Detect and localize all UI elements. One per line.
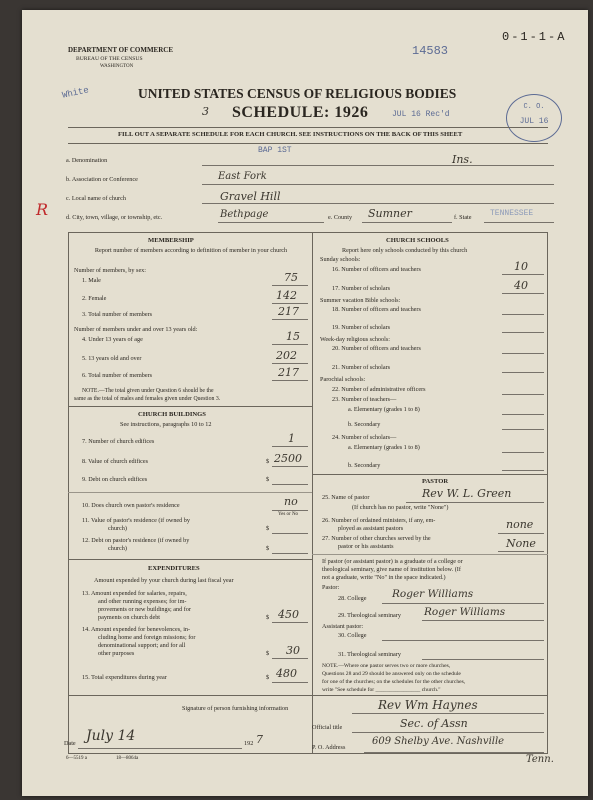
q23-label: 23. Number of teachers— (332, 396, 397, 403)
serial-stamp: 14583 (412, 44, 449, 58)
date-value: July 14 (86, 728, 136, 744)
q22-label: 22. Number of administrative officers (332, 386, 426, 393)
official-title-label: Official title (312, 724, 343, 731)
q14-label: 14. Amount expended for benevolences, in- (82, 626, 191, 633)
q8-label: 8. Value of church edifices (82, 458, 149, 465)
q17-label: 17. Number of scholars (332, 285, 391, 292)
q16-label: 16. Number of officers and teachers (332, 266, 421, 273)
q19-label: 19. Number of scholars (332, 324, 391, 331)
buildings-intro: See instructions, paragraphs 10 to 12 (120, 421, 212, 428)
pastor-note-1: NOTE.—Where one pastor serves two or more churches, (322, 663, 451, 669)
q2-label: 2. Female (82, 295, 107, 302)
year-value: 7 (256, 733, 263, 746)
date-label: Date (64, 740, 76, 747)
q30-label: 30. College (338, 632, 367, 639)
q14-value: 30 (286, 644, 300, 657)
denomination-value: Ins. (452, 153, 473, 166)
q18-label: 18. Number of officers and teachers (332, 306, 421, 313)
grad-note-1: If pastor (or assistant pastor) is a graduate of a college or (322, 558, 463, 565)
form-code: 6—5519 a (66, 756, 87, 761)
q15-label: 15. Total expenditures during year (82, 674, 167, 681)
q26-value: none (506, 518, 534, 531)
q17-value: 40 (514, 279, 528, 292)
year-printed: 192 (244, 740, 254, 747)
q10-value: no (284, 495, 298, 508)
q26-label: 26. Number of ordained ministers, if any, em- (322, 517, 436, 524)
state-label: f. State (454, 214, 472, 221)
q7-label: 7. Number of church edifices (82, 438, 155, 445)
q4-label: 4. Under 13 years of age (82, 336, 143, 343)
pastor-label: Pastor: (322, 584, 340, 591)
q16-value: 10 (514, 260, 528, 273)
q12-label: 12. Debt on pastor's residence (if owned by (82, 537, 190, 544)
county-label: e. County (328, 214, 353, 221)
form-title: UNITED STATES CENSUS OF RELIGIOUS BODIES (138, 86, 457, 101)
q10-hint: Yes or No (278, 512, 299, 517)
by-age-label: Number of members under and over 13 years old: (74, 326, 198, 333)
q27-label: 27. Number of other churches served by the (322, 535, 431, 542)
q5-label: 5. 13 years old and over (82, 355, 142, 362)
buildings-title: CHURCH BUILDINGS (138, 411, 206, 418)
schedule-title: SCHEDULE: 1926 (232, 104, 369, 121)
q6-value: 217 (278, 366, 299, 379)
q20-label: 20. Number of officers and teachers (332, 345, 421, 352)
bap-stamp: BAP 1ST (258, 146, 292, 155)
membership-note-1: NOTE.—The total given under Question 6 should be the (82, 388, 214, 394)
schedule-number: 3 (202, 105, 209, 118)
corner-code: 0-1-1-A (502, 30, 567, 44)
assistant-label: Assistant pastor: (322, 623, 364, 630)
parochial-label: Parochial schools: (320, 376, 366, 383)
q31-label: 31. Theological seminary (338, 651, 401, 658)
vacation-label: Summer vacation Bible schools: (320, 297, 401, 304)
q25-label: 25. Name of pastor (322, 494, 370, 501)
q11-label: 11. Value of pastor's residence (if owned by (82, 517, 190, 524)
local-name-label: c. Local name of church (66, 195, 126, 202)
city-value: Bethpage (220, 209, 269, 220)
q7-value: 1 (288, 432, 295, 445)
q8-value: 2500 (274, 452, 302, 465)
po-address-value: 609 Shelby Ave. Nashville (372, 736, 505, 747)
q10-label: 10. Does church own pastor's residence (82, 502, 180, 509)
q28-label: 28. College (338, 595, 367, 602)
q24-label: 24. Number of scholars— (332, 434, 397, 441)
q29-label: 29. Theological seminary (338, 612, 401, 619)
q13-value: 450 (278, 608, 299, 621)
sunday-label: Sunday schools: (320, 256, 361, 263)
by-sex-label: Number of members, by sex: (74, 267, 146, 274)
q4-value: 15 (286, 330, 300, 343)
q27-value: None (506, 537, 536, 550)
q3-label: 3. Total number of members (82, 311, 153, 318)
membership-note-2: same as the total of males and females given under Question 3. (74, 396, 221, 402)
signature-value: Rev Wm Haynes (378, 698, 478, 712)
q5-value: 202 (276, 349, 297, 362)
pastor-title: PASTOR (422, 478, 449, 485)
association-label: b. Association or Conference (66, 176, 138, 183)
q21-label: 21. Number of scholars (332, 364, 391, 371)
form-code-2: 18—8064a (116, 756, 139, 761)
census-schedule-page: DEPARTMENT OF COMMERCE BUREAU OF THE CENSUS WASHINGTON 0-1-1-A 14583 White UNITED STATES CENSUS OF RELIGIOUS BODIES 3 SCHEDULE: 1926 JUL 16 Rec'd C. O. JUL 16 FILL OUT A SEPARATE SCHEDULE FOR EACH CHURCH. SEE INSTRUCTIONS ON THE BACK OF THIS SHEET BAP 1ST R a. Denomination Ins. b. Association or Conference East Fork c. Local name of church Gravel Hill d. City, town, village, or township, etc. Bethpage e. County Sumner f. State TENNESSEE MEMBERSHIP Report number of members according to definition of member in your church Number of members, by sex: 1. Male 75 2. Female 142 3. Total number of members 217 Number of members under and over 13 years old: 4. Under 13 years of age 15 5. 13 years old and over 202 6. Total number of members 217 NOTE.—The total given under Question 6 should be the same as the total of males and females given under Question 3. CHURCH BUILDINGS See instructions, paragraphs 10 to 12 7. Number of church edifices 1 8. Value of church edifices $ 2500 9. Debt on church edifices $ 10. Does church own pastor's residence no Yes or No 11. Value of pastor's residence (if owned by church) $ 12. Debt on pastor's residence (if owned by church) $ EXPENDITURES Amount expended by your church during last fiscal year 13. Amount expended for salaries, repairs, and other running expenses; for im- provements or new buildings; and for payments on church debt $ 450 14. Amount expended for benevolences, in- cluding home and foreign missions; for denominational support; and for all other purposes $ 30 15. Total expenditures during year $ 480 CHURCH SCHOOLS Report here only schools conducted by this church Sunday schools: 16. Number of officers and teachers 10 17. Number of scholars 40 Summer vacation Bible schools: 18. Number of officers and teachers 19. Number of scholars Week-day religious schools: 20. Number of officers and teachers 21. Number of scholars Parochial schools: 22. Number of administrative officers 23. Number of teachers— a. Elementary (grades 1 to 8) b. Secondary 24. Number of scholars— a. Elementary (grades 1 to 8) b. Secondary PASTOR 25. Name of pastor Rev W. L. Green (If church has no pastor, write "None") 26. Number of ordained ministers, if any, em- ployed as assistant pastors none 27. Number of other churches served by the pastor or his assistants None If pastor (or assistant pastor) is a graduate of a college or theological seminary, give name of institution below. (If not a graduate, write "No" in the space indicated.) Pastor: 28. College Roger Williams 29. Theological seminary Roger Williams Assistant pastor: 30. College 31. Theological seminary NOTE.—Where one pastor serves two or more churches, Questions 28 and 29 should be answered only on the schedule for one of the churches; on the schedules for the other churches, write "See schedule for ________________ church." Signature of person furnishing information Rev Wm Haynes Official title Sec. of Assn Date July 14 192 7 P. O. Address 609 Shelby Ave. Nashville Tenn. 6—5519 a 18—8064a (22, 10, 588, 796)
q9-label: 9. Debt on church edifices (82, 476, 148, 483)
red-r-mark: R (36, 200, 49, 219)
department-name: DEPARTMENT OF COMMERCE (68, 46, 174, 54)
po-address-label: P. O. Address (312, 744, 346, 751)
schools-intro: Report here only schools conducted by this church (342, 247, 468, 254)
q3-value: 217 (278, 305, 299, 318)
q15-value: 480 (276, 667, 297, 680)
q28-value: Roger Williams (392, 588, 474, 600)
state-value: TENNESSEE (490, 209, 534, 218)
white-stamp: White (61, 85, 90, 101)
county-value: Sumner (368, 207, 412, 220)
q1-value: 75 (284, 271, 298, 284)
bureau-city: WASHINGTON (100, 64, 134, 69)
expenditures-title: EXPENDITURES (148, 565, 200, 572)
q25-value: Rev W. L. Green (422, 487, 512, 500)
q1-label: 1. Male (82, 277, 101, 284)
q13-label: 13. Amount expended for salaries, repairs, (82, 590, 187, 597)
denomination-label: a. Denomination (66, 157, 108, 164)
signature-label: Signature of person furnishing information (182, 705, 289, 712)
q2-value: 142 (276, 289, 297, 302)
q6-label: 6. Total number of members (82, 372, 153, 379)
bureau-name: BUREAU OF THE CENSUS (76, 56, 143, 62)
weekday-label: Week-day religious schools: (320, 336, 390, 343)
circle-stamp: C. O. JUL 16 (506, 94, 562, 142)
schools-title: CHURCH SCHOOLS (386, 237, 449, 244)
header-rule (68, 127, 548, 128)
q29-value: Roger Williams (424, 606, 506, 618)
po-address-value-2: Tenn. (526, 754, 554, 765)
official-title-value: Sec. of Assn (400, 717, 468, 730)
expenditures-intro: Amount expended by your church during last fiscal year (94, 577, 234, 584)
city-label: d. City, town, village, or township, etc. (66, 214, 163, 221)
membership-intro: Report number of members according to definition of member in your church (94, 247, 288, 254)
local-name-value: Gravel Hill (220, 190, 281, 203)
membership-title: MEMBERSHIP (148, 237, 194, 244)
received-stamp: JUL 16 Rec'd (392, 110, 450, 119)
instruction-line: FILL OUT A SEPARATE SCHEDULE FOR EACH CHURCH. SEE INSTRUCTIONS ON THE BACK OF THIS SHEET (118, 131, 463, 138)
association-value: East Fork (218, 171, 267, 182)
